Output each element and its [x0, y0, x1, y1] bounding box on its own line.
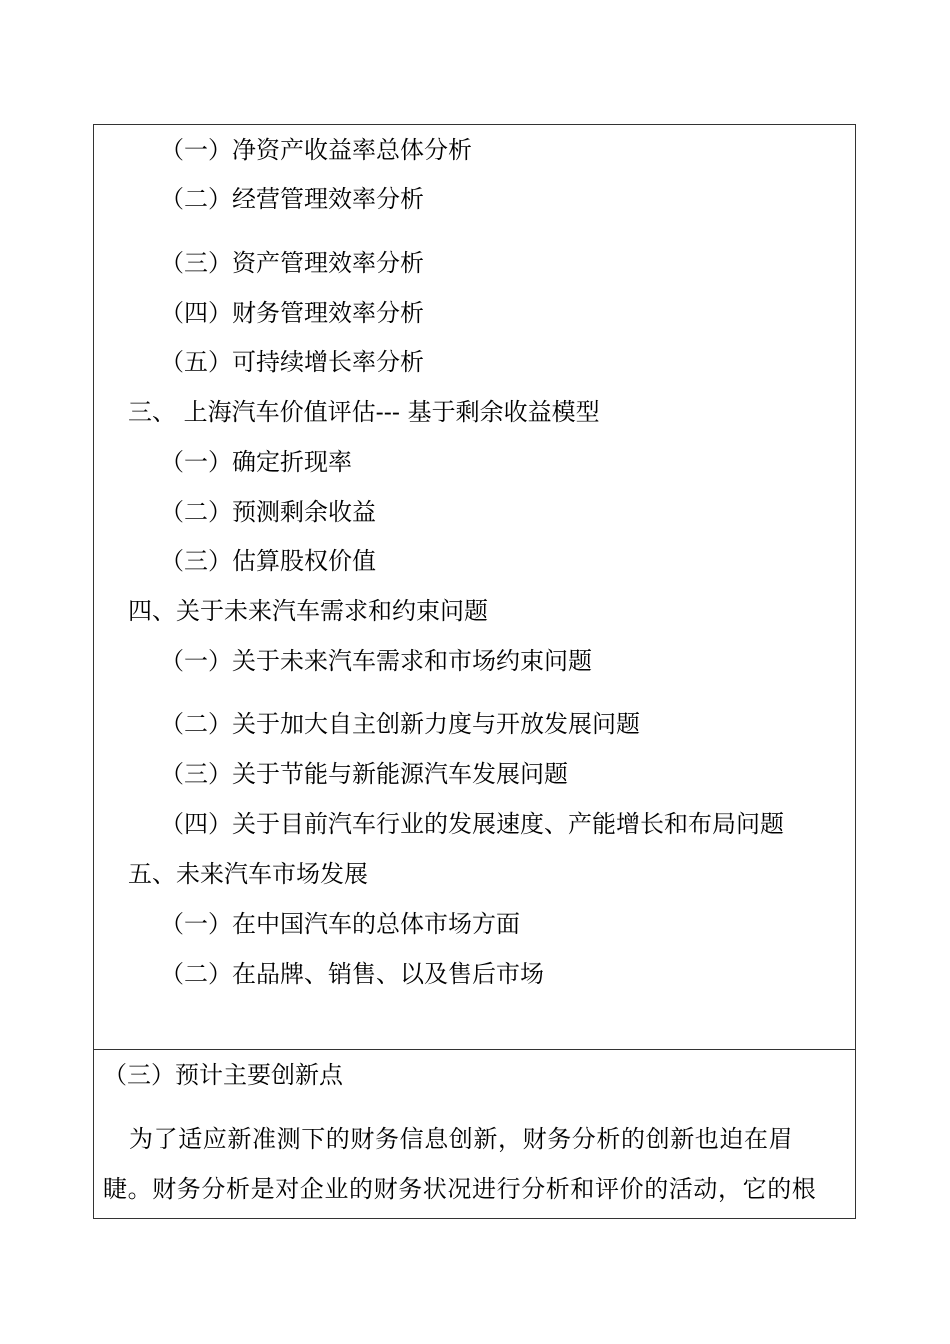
- innovation-paragraph-line: 为了适应新准测下的财务信息创新，财务分析的创新也迫在眉: [129, 1125, 794, 1153]
- table-row-divider: [93, 1049, 856, 1050]
- outline-item: （一）确定折现率: [160, 448, 352, 476]
- outline-item: （三）资产管理效率分析: [160, 249, 424, 277]
- outline-item: （四）关于目前汽车行业的发展速度、产能增长和布局问题: [160, 810, 784, 838]
- outline-item: （二）在品牌、销售、以及售后市场: [160, 960, 544, 988]
- outline-item: （三）关于节能与新能源汽车发展问题: [160, 760, 568, 788]
- innovation-paragraph-line: 睫。财务分析是对企业的财务状况进行分析和评价的活动，它的根: [103, 1175, 817, 1203]
- outline-item: （五）可持续增长率分析: [160, 348, 424, 376]
- outline-item: （一）关于未来汽车需求和市场约束问题: [160, 647, 592, 675]
- outline-section-heading: 四、关于未来汽车需求和约束问题: [128, 597, 488, 625]
- outline-item: （四）财务管理效率分析: [160, 299, 424, 327]
- outline-item: （三）估算股权价值: [160, 547, 376, 575]
- outline-item: （一）在中国汽车的总体市场方面: [160, 910, 520, 938]
- innovation-heading: （三）预计主要创新点: [103, 1061, 343, 1089]
- outline-section-heading: 五、未来汽车市场发展: [128, 860, 368, 888]
- outline-item: （二）预测剩余收益: [160, 498, 376, 526]
- outline-item: （二）经营管理效率分析: [160, 185, 424, 213]
- outline-section-heading: 三、 上海汽车价值评估--- 基于剩余收益模型: [128, 398, 600, 426]
- outline-item: （二）关于加大自主创新力度与开放发展问题: [160, 710, 640, 738]
- outline-item: （一）净资产收益率总体分析: [160, 136, 472, 164]
